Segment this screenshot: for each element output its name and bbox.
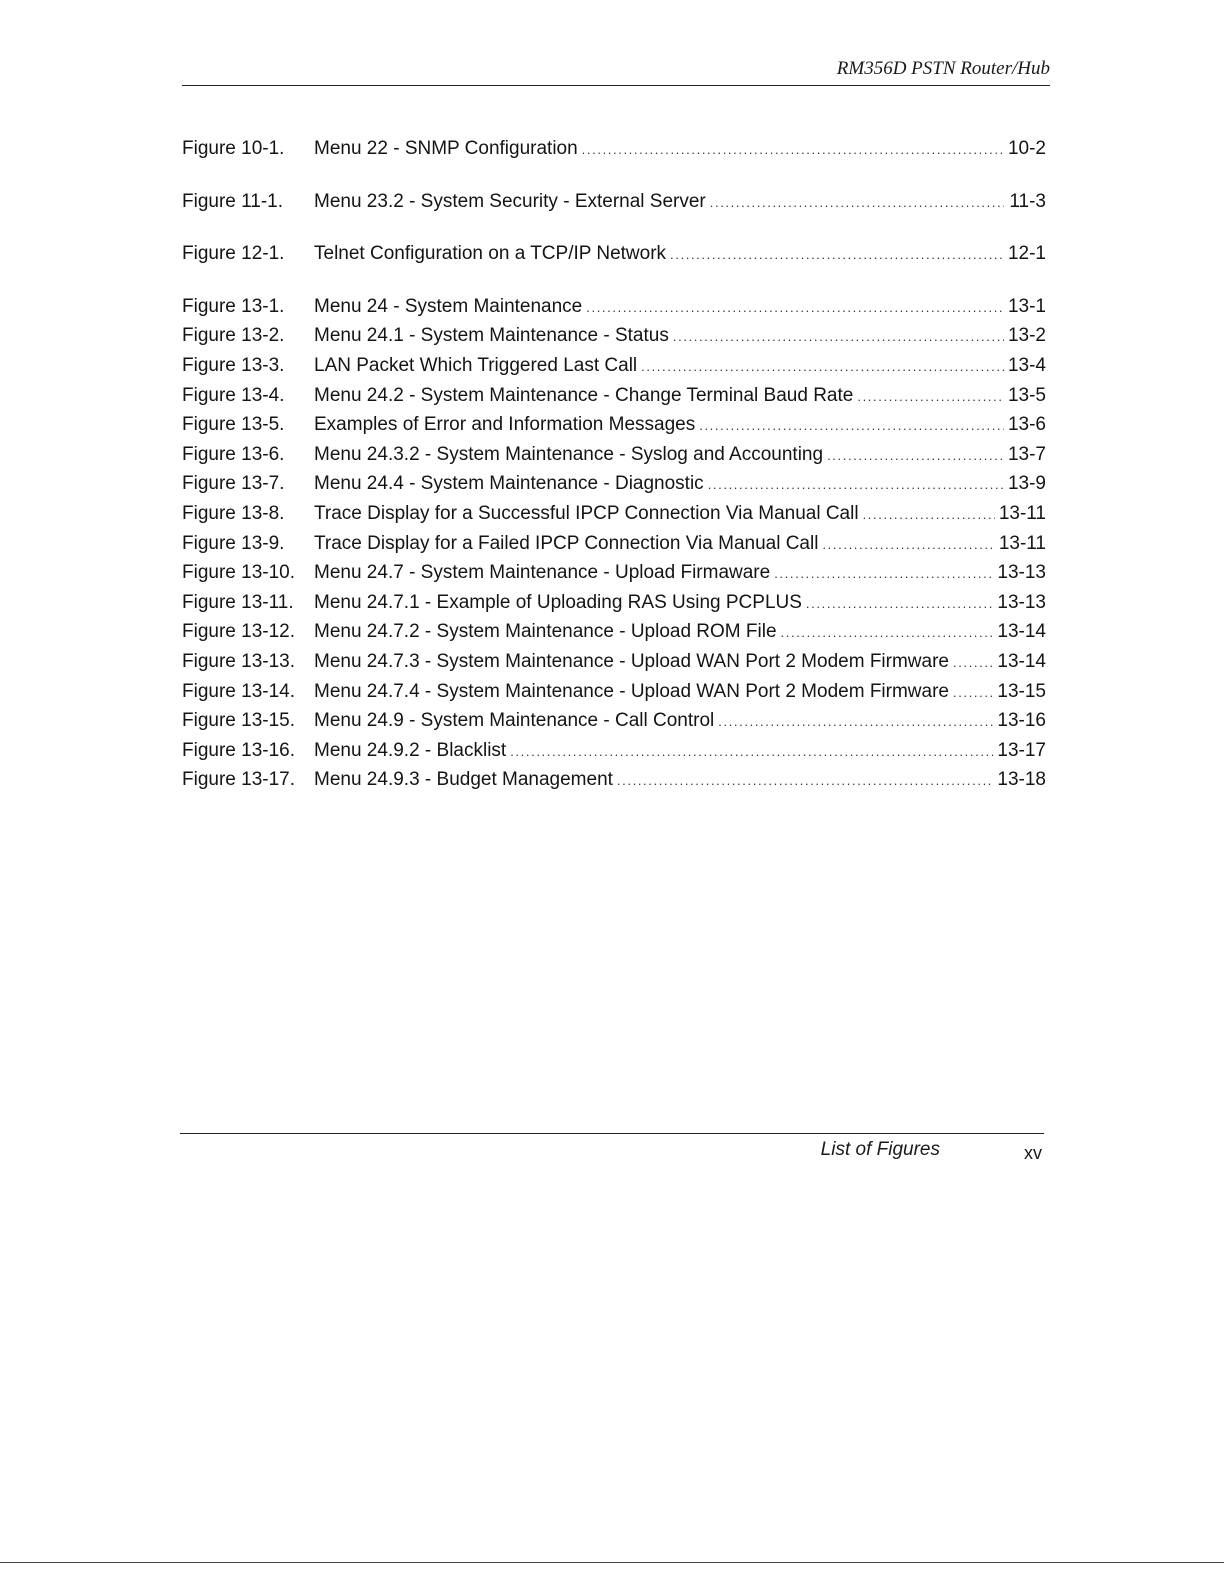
figure-title: Menu 23.2 - System Security - External Server <box>314 190 706 212</box>
figure-entry[interactable] <box>182 529 1046 559</box>
figure-title: Menu 24.7.4 - System Maintenance - Upload WAN Port 2 Modem Firmware <box>314 680 949 702</box>
figure-page-number: 13-18 <box>997 769 1046 791</box>
figure-label: Figure 10-1. <box>182 138 285 159</box>
figure-title: Menu 24.7.2 - System Maintenance - Upload ROM File <box>314 621 777 643</box>
scan-edge-line <box>0 1562 1224 1563</box>
figure-label: Figure 13-14. <box>182 680 296 702</box>
figure-entry[interactable] <box>182 588 1046 618</box>
figure-page-number: 13-1 <box>1007 295 1046 317</box>
figure-label: Figure 13-17. <box>182 769 296 791</box>
running-header-title: RM356D PSTN Router/Hub <box>836 58 1050 79</box>
figure-title: Menu 24 - System Maintenance <box>314 295 583 317</box>
figure-label: Figure 13-3. <box>182 354 285 376</box>
figure-label: Figure 13-13. <box>182 650 296 672</box>
figure-title: Menu 24.7 - System Maintenance - Upload Firmaware <box>314 562 771 584</box>
dot-leader <box>953 648 993 678</box>
figure-title: Menu 24.9.3 - Budget Management <box>314 769 613 791</box>
figure-title: Menu 24.1 - System Maintenance - Status <box>314 325 669 347</box>
dot-leader <box>827 441 1004 471</box>
footer-page-number: xv <box>1024 1143 1042 1163</box>
figure-entry[interactable] <box>182 558 1046 588</box>
figure-page-number: 13-13 <box>997 591 1046 613</box>
dot-leader <box>863 500 995 530</box>
figure-label: Figure 13-2. <box>182 325 285 347</box>
dot-leader <box>641 352 1004 382</box>
figure-title: Menu 24.9 - System Maintenance - Call Control <box>314 710 715 732</box>
figure-entry[interactable] <box>182 239 1046 269</box>
footer-rule <box>180 1133 1044 1134</box>
figure-page-number: 13-13 <box>997 562 1046 584</box>
figure-page-number: 13-6 <box>1007 414 1046 436</box>
figure-page-number: 13-9 <box>1007 473 1046 495</box>
figure-page-number: 13-5 <box>1007 384 1046 406</box>
figure-page-number: 13-17 <box>997 739 1046 761</box>
footer-section-title: List of Figures <box>820 1139 940 1160</box>
dot-leader <box>510 737 993 767</box>
figure-page-number: 13-2 <box>1007 325 1046 347</box>
figure-entry[interactable] <box>182 381 1046 411</box>
figure-entry[interactable] <box>182 765 1046 795</box>
figure-title: Menu 24.7.1 - Example of Uploading RAS Using PCPLUS <box>314 591 802 613</box>
list-of-figures <box>182 134 1046 795</box>
dot-leader <box>582 135 1004 165</box>
figure-title: LAN Packet Which Triggered Last Call <box>314 354 638 376</box>
figure-entry[interactable] <box>182 617 1046 647</box>
figure-title: Menu 24.9.2 - Blacklist <box>314 739 507 761</box>
figure-title: Telnet Configuration on a TCP/IP Network <box>314 243 667 265</box>
figure-label: Figure 13-10. <box>182 562 296 584</box>
header-rule <box>182 85 1050 86</box>
dot-leader <box>822 530 994 560</box>
dot-leader <box>857 382 1004 412</box>
dot-leader <box>699 411 1004 441</box>
dot-leader <box>806 589 993 619</box>
figure-title: Menu 24.2 - System Maintenance - Change Terminal Baud Rate <box>314 384 854 406</box>
figure-title: Examples of Error and Information Messages <box>314 414 696 436</box>
figure-label: Figure 13-16. <box>182 739 296 761</box>
figure-label: Figure 13-12. <box>182 621 296 643</box>
figure-entry[interactable] <box>182 499 1046 529</box>
figure-label: Figure 13-6. <box>182 443 285 465</box>
figure-entry[interactable] <box>182 677 1046 707</box>
figure-title: Menu 24.4 - System Maintenance - Diagnostic <box>314 473 704 495</box>
figure-page-number: 13-4 <box>1007 354 1046 376</box>
dot-leader <box>708 470 1004 500</box>
dot-leader <box>586 293 1004 323</box>
dot-leader <box>670 240 1004 270</box>
figure-entry[interactable] <box>182 134 1046 164</box>
dot-leader <box>774 559 993 589</box>
figure-page-number: 13-15 <box>997 680 1046 702</box>
figure-page-number: 13-7 <box>1007 443 1046 465</box>
figure-entry[interactable] <box>182 440 1046 470</box>
dot-leader <box>673 322 1004 352</box>
figure-entry[interactable] <box>182 187 1046 217</box>
figure-label: Figure 12-1. <box>182 243 285 265</box>
dot-leader <box>953 678 993 708</box>
dot-leader <box>617 766 993 796</box>
figure-page-number: 13-14 <box>997 650 1046 672</box>
figure-entry[interactable] <box>182 647 1046 677</box>
figure-page-number: 13-11 <box>998 502 1046 524</box>
figure-entry[interactable] <box>182 736 1046 766</box>
figure-entry[interactable] <box>182 706 1046 736</box>
figure-label: Figure 13-9. <box>182 532 285 554</box>
figure-title: Trace Display for a Successful IPCP Connection Via Manual Call <box>314 502 859 524</box>
figure-label: Figure 13-11. <box>182 591 294 613</box>
dot-leader <box>710 188 1004 218</box>
figure-title: Menu 24.3.2 - System Maintenance - Syslog and Accounting <box>314 443 824 465</box>
figure-page-number: 13-14 <box>997 621 1046 643</box>
figure-entry[interactable] <box>182 410 1046 440</box>
figure-entry[interactable] <box>182 351 1046 381</box>
figure-label: Figure 13-8. <box>182 502 285 524</box>
figure-page-number: 13-16 <box>997 710 1046 732</box>
figure-title: Trace Display for a Failed IPCP Connection Via Manual Call <box>314 532 819 554</box>
figure-label: Figure 13-1. <box>182 295 285 317</box>
figure-entry[interactable] <box>182 469 1046 499</box>
figure-title: Menu 24.7.3 - System Maintenance - Upload WAN Port 2 Modem Firmware <box>314 650 949 672</box>
figure-page-number: 11-3 <box>1009 190 1046 212</box>
figure-entry[interactable] <box>182 321 1046 351</box>
figure-page-number: 13-11 <box>998 532 1046 554</box>
figure-entry[interactable] <box>182 292 1046 322</box>
figure-page-number: 10-2 <box>1007 138 1046 159</box>
figure-title: Menu 22 - SNMP Configuration <box>314 138 578 159</box>
figure-label: Figure 13-5. <box>182 414 285 436</box>
figure-label: Figure 13-7. <box>182 473 285 495</box>
dot-leader <box>718 707 993 737</box>
figure-label: Figure 13-15. <box>182 710 296 732</box>
figure-label: Figure 13-4. <box>182 384 285 406</box>
figure-label: Figure 11-1. <box>182 190 284 212</box>
dot-leader <box>781 618 994 648</box>
figure-page-number: 12-1 <box>1007 243 1046 265</box>
